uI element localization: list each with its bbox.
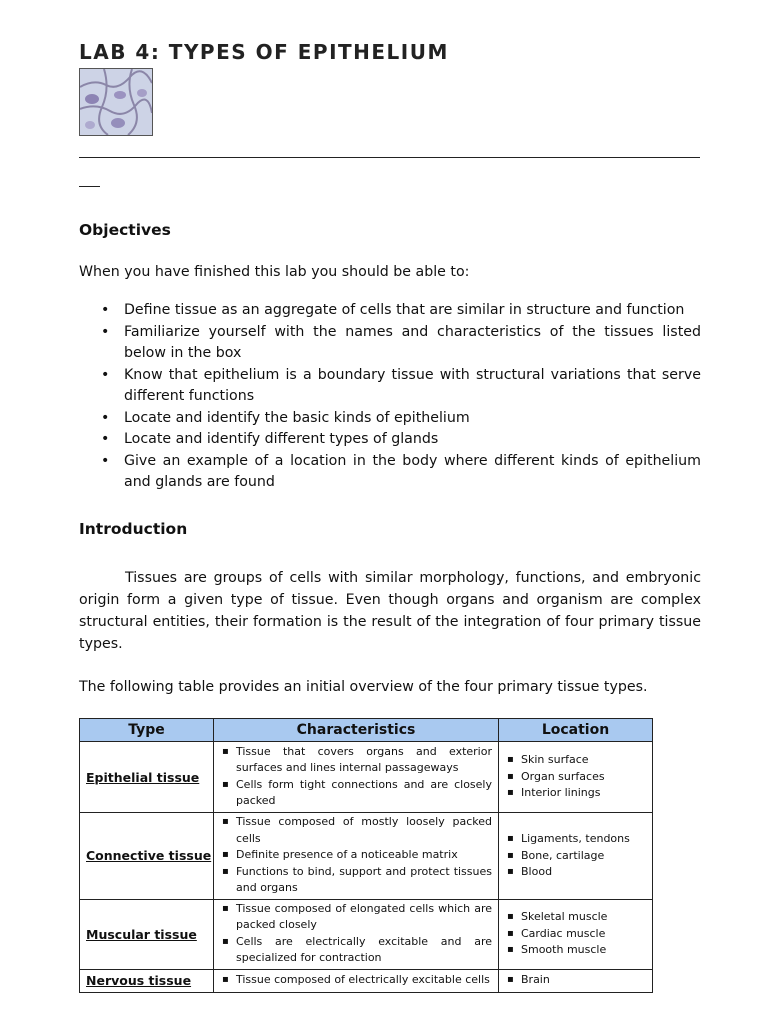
- column-header-type: Type: [80, 719, 214, 742]
- characteristics-cell: [214, 813, 499, 900]
- divider-line: [79, 157, 700, 158]
- type-cell: Connective tissue: [80, 813, 214, 900]
- list-item: • Locate and identify different types of glands: [79, 429, 701, 451]
- table-intro-paragraph: The following table provides an initial overview of the four primary tissue types.: [79, 679, 648, 695]
- introduction-heading: Introduction: [79, 520, 188, 538]
- bullet-dot-icon: •: [101, 409, 110, 426]
- bullet-dot-icon: •: [101, 302, 110, 318]
- list-item: ▪ Tissue composed of electrically excitable cells: [222, 972, 492, 989]
- list-item: ▪ Functions to bind, support and protect tissues and organs: [222, 864, 492, 897]
- bullet-dot-icon: •: [101, 323, 110, 340]
- tissue-types-table: [79, 718, 653, 993]
- list-item: • Know that epithelium is a boundary tissue with structural variations that serve different functions: [101, 366, 701, 404]
- list-item: ▪ Brain: [507, 972, 646, 989]
- table-row: [80, 813, 653, 900]
- bullet-dot-icon: •: [101, 366, 110, 383]
- list-item: ▪ Tissue that covers organs and exterior surfaces and lines internal passageways: [222, 744, 492, 777]
- list-item: ▪ Cells are electrically excitable and are specialized for contraction: [222, 934, 492, 967]
- list-item: ▪ Definite presence of a noticeable matrix: [222, 847, 492, 864]
- list-item: ▪ Blood: [507, 864, 646, 881]
- objectives-list: [79, 300, 701, 494]
- page-title: LAB 4: TYPES OF EPITHELIUM: [79, 40, 449, 64]
- divider-line-continued: [79, 186, 100, 187]
- column-header-characteristics: Characteristics: [214, 719, 499, 742]
- list-item: ▪ Skeletal muscle: [507, 909, 646, 926]
- list-item: ▪ Bone, cartilage: [507, 848, 646, 865]
- type-cell: Nervous tissue: [80, 969, 214, 992]
- table-row: [80, 969, 653, 992]
- objectives-heading: Objectives: [79, 221, 171, 239]
- location-cell: [499, 813, 653, 900]
- characteristics-cell: [214, 969, 499, 992]
- location-cell: [499, 899, 653, 969]
- list-item: • Locate and identify the basic kinds of epithelium: [79, 408, 701, 430]
- list-item: ▪ Organ surfaces: [507, 769, 646, 786]
- characteristics-cell: [214, 899, 499, 969]
- table-row: [80, 899, 653, 969]
- list-item: ▪ Skin surface: [507, 752, 646, 769]
- list-item: ▪ Cardiac muscle: [507, 926, 646, 943]
- list-item: ▪ Tissue composed of mostly loosely packed cells: [222, 814, 492, 847]
- list-item: • Define tissue as an aggregate of cells that are similar in structure and function: [79, 300, 701, 322]
- epithelium-micrograph-icon: [79, 68, 153, 136]
- list-item: ▪ Cells form tight connections and are closely packed: [222, 777, 492, 810]
- characteristics-cell: [214, 742, 499, 813]
- list-item: ▪ Tissue composed of elongated cells which are packed closely: [222, 901, 492, 934]
- column-header-location: Location: [499, 719, 653, 742]
- type-cell: Epithelial tissue: [80, 742, 214, 813]
- table-header-row: [80, 719, 653, 742]
- location-cell: [499, 969, 653, 992]
- location-cell: [499, 742, 653, 813]
- bullet-dot-icon: •: [101, 431, 110, 447]
- list-item: • Familiarize yourself with the names and characteristics of the tissues listed below in the box: [101, 323, 701, 361]
- list-item: ▪ Ligaments, tendons: [507, 831, 646, 848]
- objectives-lead: When you have finished this lab you should be able to:: [79, 264, 470, 280]
- type-cell: Muscular tissue: [80, 899, 214, 969]
- list-item: ▪ Smooth muscle: [507, 942, 646, 959]
- introduction-paragraph: Tissues are groups of cells with similar morphology, functions, and embryonic origin form a given type of tissue. Even though organs and organism are complex structural entities, their formation is the result of the integration of four primary tissue types.: [79, 570, 701, 652]
- table-row: [80, 742, 653, 813]
- list-item: ▪ Interior linings: [507, 785, 646, 802]
- list-item: • Give an example of a location in the body where different kinds of epithelium and glands are found: [101, 452, 701, 490]
- bullet-dot-icon: •: [101, 452, 110, 469]
